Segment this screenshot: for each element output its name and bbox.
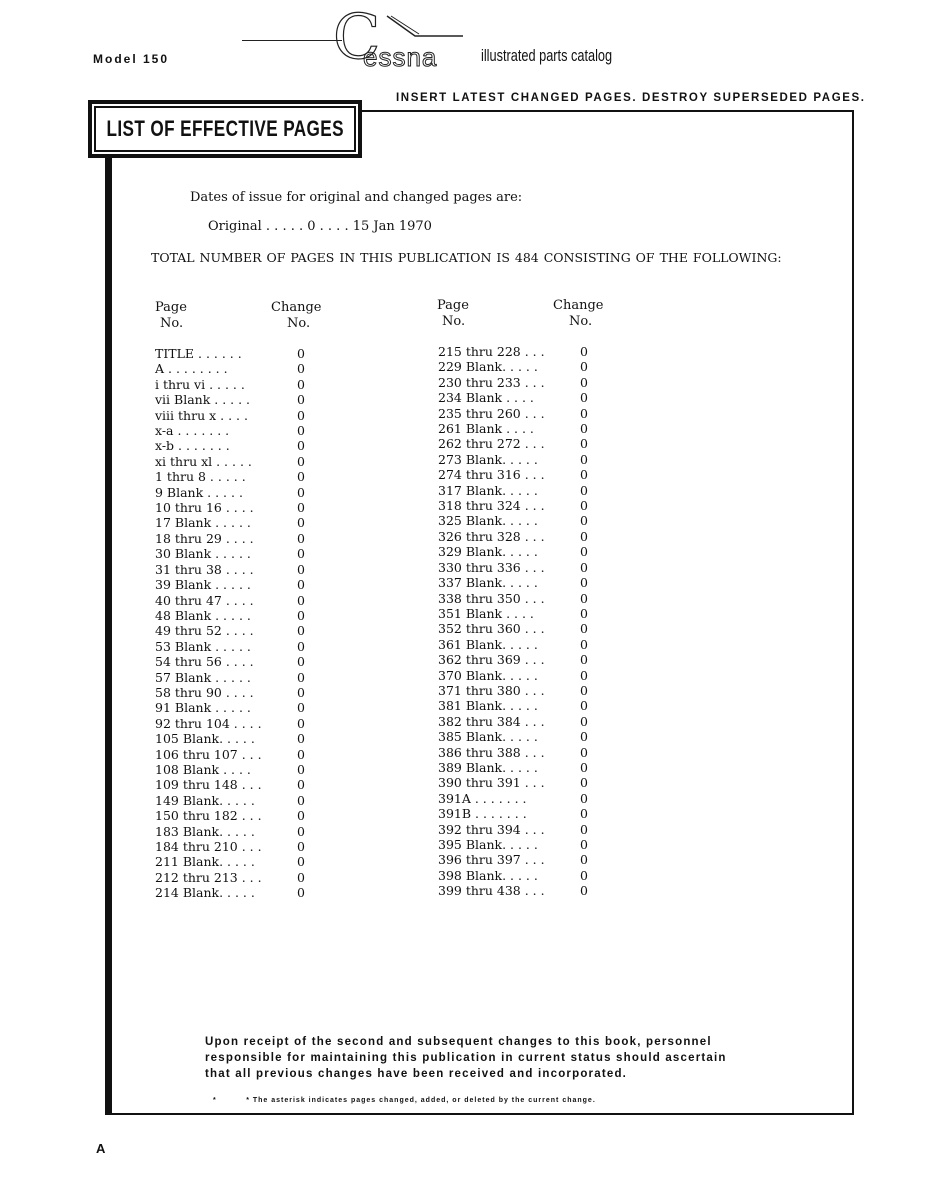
insert-notice: INSERT LATEST CHANGED PAGES. DESTROY SUPERSEDED PAGES.	[396, 92, 866, 104]
list-item	[155, 639, 305, 654]
list-item	[155, 808, 305, 823]
list-item	[438, 760, 588, 775]
change-number: 0	[297, 792, 305, 808]
page-range: x-a . . . . . . .	[155, 423, 230, 439]
change-number: 0	[580, 498, 588, 514]
page-range: 318 thru 324 . . .	[438, 498, 545, 514]
list-item	[438, 729, 588, 744]
change-number: 0	[580, 682, 588, 698]
change-number: 0	[297, 654, 305, 670]
change-number: 0	[297, 823, 305, 839]
list-item	[438, 652, 588, 667]
change-number: 0	[297, 746, 305, 762]
page-range: 105 Blank. . . . .	[155, 731, 255, 747]
page-range: 395 Blank. . . . .	[438, 837, 538, 852]
change-number: 0	[580, 636, 588, 652]
list-item	[155, 854, 305, 869]
list-item	[438, 529, 588, 544]
page-range: 391A . . . . . . .	[438, 790, 527, 806]
list-item	[155, 654, 305, 669]
list-item	[438, 359, 588, 374]
page-range: 273 Blank. . . . .	[438, 451, 538, 467]
page-range: 230 thru 233 . . .	[438, 374, 545, 390]
page-range: 330 thru 336 . . .	[438, 559, 545, 575]
page-range: 362 thru 369 . . .	[438, 652, 545, 668]
page-range: 326 thru 328 . . .	[438, 528, 545, 544]
notice-paragraph: Upon receipt of the second and subsequent changes to this book, personnel responsible for maintaining this publication in current status should ascertain that all previous changes have been received and incorporated.	[205, 1036, 727, 1080]
cessna-logo-text: essna	[363, 42, 438, 72]
left-change-header: Change No.	[271, 300, 322, 331]
cessna-logo-initial: C	[333, 0, 381, 73]
list-item	[438, 683, 588, 698]
list-item	[438, 775, 588, 790]
change-number: 0	[297, 607, 305, 623]
change-number: 0	[580, 405, 588, 421]
change-number: 0	[580, 744, 588, 760]
page-title: LIST OF EFFECTIVE PAGES	[106, 116, 344, 141]
page-range: 10 thru 16 . . . .	[155, 500, 254, 516]
page-range: 370 Blank. . . . .	[438, 667, 538, 683]
list-item	[438, 852, 588, 867]
change-number: 0	[580, 790, 588, 806]
page-range: 337 Blank. . . . .	[438, 575, 538, 591]
page-range: 390 thru 391 . . .	[438, 775, 545, 791]
change-number: 0	[297, 469, 305, 485]
list-item	[438, 498, 588, 513]
list-item	[155, 346, 305, 361]
page-range: 58 thru 90 . . . .	[155, 684, 254, 700]
change-number: 0	[580, 713, 588, 729]
page-range: 399 thru 438 . . .	[438, 883, 545, 899]
change-number: 0	[297, 700, 305, 716]
list-item	[155, 531, 305, 546]
list-item	[438, 806, 588, 821]
change-number: 0	[580, 775, 588, 791]
list-item	[155, 839, 305, 854]
list-item	[438, 560, 588, 575]
page-range: 351 Blank . . . .	[438, 605, 534, 621]
footnote-mark: *	[213, 1097, 217, 1104]
list-item	[438, 837, 588, 852]
change-number: 0	[580, 544, 588, 560]
change-number: 0	[580, 528, 588, 544]
list-item	[438, 344, 588, 359]
right-page-list	[438, 344, 588, 899]
change-number: 0	[297, 438, 305, 454]
change-number: 0	[297, 453, 305, 469]
change-number: 0	[580, 374, 588, 390]
change-number: 0	[297, 715, 305, 731]
page-range: 352 thru 360 . . .	[438, 621, 545, 637]
page-range: 235 thru 260 . . .	[438, 405, 545, 421]
list-item	[438, 390, 588, 405]
page-range: 57 Blank . . . . .	[155, 669, 251, 685]
change-number: 0	[297, 731, 305, 747]
change-number: 0	[297, 577, 305, 593]
list-item	[438, 668, 588, 683]
change-number: 0	[297, 638, 305, 654]
page-range: A . . . . . . . .	[155, 361, 228, 377]
list-item	[438, 714, 588, 729]
change-number: 0	[580, 390, 588, 406]
list-item	[438, 745, 588, 760]
list-item	[155, 408, 305, 423]
list-item	[155, 515, 305, 530]
list-item	[438, 421, 588, 436]
list-item	[438, 375, 588, 390]
change-number: 0	[297, 561, 305, 577]
list-item	[155, 469, 305, 484]
change-number: 0	[297, 392, 305, 408]
page-range: 396 thru 397 . . .	[438, 852, 545, 868]
change-number: 0	[580, 590, 588, 606]
list-item	[438, 621, 588, 636]
list-item	[155, 562, 305, 577]
change-number: 0	[580, 559, 588, 575]
page-range: 92 thru 104 . . . .	[155, 715, 262, 731]
page-range: 54 thru 56 . . . .	[155, 654, 254, 670]
change-number: 0	[297, 515, 305, 531]
page-range: 48 Blank . . . . .	[155, 607, 251, 623]
change-number: 0	[580, 451, 588, 467]
page-range: 109 thru 148 . . .	[155, 777, 262, 793]
list-item	[438, 483, 588, 498]
page-range: 150 thru 182 . . .	[155, 808, 262, 824]
list-item	[155, 716, 305, 731]
change-number: 0	[580, 575, 588, 591]
change-number: 0	[297, 839, 305, 854]
list-item	[438, 822, 588, 837]
change-number: 0	[580, 821, 588, 837]
page-range: 1 thru 8 . . . . .	[155, 469, 246, 485]
list-item	[155, 747, 305, 762]
change-number: 0	[580, 806, 588, 822]
change-number: 0	[297, 423, 305, 439]
page-range: 389 Blank. . . . .	[438, 759, 538, 775]
list-item	[438, 698, 588, 713]
change-number: 0	[297, 407, 305, 423]
page-range: 382 thru 384 . . .	[438, 713, 545, 729]
page-range: 212 thru 213 . . .	[155, 869, 262, 885]
page-range: i thru vi . . . . .	[155, 376, 245, 392]
title-box	[88, 100, 362, 158]
change-number: 0	[580, 729, 588, 745]
logo-swoosh-icon	[385, 14, 465, 40]
change-number: 0	[297, 669, 305, 685]
list-item	[155, 777, 305, 792]
page-range: 214 Blank. . . . .	[155, 885, 255, 901]
list-item	[438, 452, 588, 467]
page-range: 398 Blank. . . . .	[438, 867, 538, 883]
list-item	[438, 606, 588, 621]
list-item	[438, 436, 588, 451]
list-item	[438, 544, 588, 559]
change-number: 0	[580, 482, 588, 498]
change-number: 0	[580, 467, 588, 483]
change-number: 0	[580, 359, 588, 375]
left-page-list	[155, 346, 305, 901]
change-number: 0	[580, 667, 588, 683]
change-number: 0	[580, 621, 588, 637]
list-item	[155, 454, 305, 469]
page-range: 391B . . . . . . .	[438, 806, 527, 822]
change-number: 0	[297, 530, 305, 546]
page-range: 18 thru 29 . . . .	[155, 530, 254, 546]
list-item	[155, 762, 305, 777]
list-item	[155, 700, 305, 715]
list-item	[438, 791, 588, 806]
page-range: 53 Blank . . . . .	[155, 638, 251, 654]
page-range: TITLE . . . . . .	[155, 346, 242, 361]
list-item	[155, 423, 305, 438]
logo-rule	[242, 40, 342, 41]
page-range: 317 Blank. . . . .	[438, 482, 538, 498]
page-range: 17 Blank . . . . .	[155, 515, 251, 531]
list-item	[155, 670, 305, 685]
right-page-header: Page No.	[437, 298, 469, 329]
page-range: 183 Blank. . . . .	[155, 823, 255, 839]
list-item	[438, 513, 588, 528]
list-item	[438, 467, 588, 482]
right-change-header: Change No.	[553, 298, 604, 329]
list-item	[155, 392, 305, 407]
change-number: 0	[580, 421, 588, 437]
list-item	[155, 608, 305, 623]
list-item	[438, 868, 588, 883]
page-range: 261 Blank . . . .	[438, 421, 534, 437]
change-number: 0	[580, 698, 588, 714]
change-number: 0	[297, 346, 305, 361]
page-range: 215 thru 228 . . .	[438, 344, 545, 359]
page-range: 381 Blank. . . . .	[438, 698, 538, 714]
list-item	[438, 637, 588, 652]
change-number: 0	[297, 484, 305, 500]
change-number: 0	[580, 344, 588, 359]
change-number: 0	[580, 436, 588, 452]
change-number: 0	[580, 759, 588, 775]
list-item	[155, 870, 305, 885]
change-number: 0	[297, 808, 305, 824]
change-number: 0	[580, 605, 588, 621]
change-number: 0	[580, 867, 588, 883]
page-range: 229 Blank. . . . .	[438, 359, 538, 375]
list-item	[155, 361, 305, 376]
change-number: 0	[297, 869, 305, 885]
change-number: 0	[580, 883, 588, 899]
list-item	[438, 591, 588, 606]
list-item	[155, 623, 305, 638]
list-item	[155, 593, 305, 608]
page-range: 184 thru 210 . . .	[155, 839, 262, 854]
list-item	[155, 731, 305, 746]
page-range: xi thru xl . . . . .	[155, 453, 252, 469]
page-range: 149 Blank. . . . .	[155, 792, 255, 808]
list-item	[155, 546, 305, 561]
change-number: 0	[297, 376, 305, 392]
page-range: 9 Blank . . . . .	[155, 484, 243, 500]
page-range: 274 thru 316 . . .	[438, 467, 545, 483]
total-pages-line: TOTAL NUMBER OF PAGES IN THIS PUBLICATION IS 484 CONSISTING OF THE FOLLOWING:	[151, 250, 782, 265]
page-range: 371 thru 380 . . .	[438, 682, 545, 698]
page-range: x-b . . . . . . .	[155, 438, 230, 454]
page-range: 40 thru 47 . . . .	[155, 592, 254, 608]
list-item	[438, 406, 588, 421]
list-item	[155, 793, 305, 808]
list-item	[155, 824, 305, 839]
change-number: 0	[297, 623, 305, 639]
page-range: 49 thru 52 . . . .	[155, 623, 254, 639]
footnote-text: * The asterisk indicates pages changed, added, or deleted by the current change.	[246, 1097, 596, 1104]
page-range: 234 Blank . . . .	[438, 390, 534, 406]
left-page-header: Page No.	[155, 300, 187, 331]
page-range: 361 Blank. . . . .	[438, 636, 538, 652]
page-range: 392 thru 394 . . .	[438, 821, 545, 837]
list-item	[155, 685, 305, 700]
page-range: vii Blank . . . . .	[155, 392, 251, 408]
page-range: 30 Blank . . . . .	[155, 546, 251, 562]
page-range: 329 Blank. . . . .	[438, 544, 538, 560]
change-number: 0	[580, 852, 588, 868]
list-item	[155, 500, 305, 515]
page-range: 262 thru 272 . . .	[438, 436, 545, 452]
change-number: 0	[297, 546, 305, 562]
footnote	[213, 1097, 596, 1104]
change-number: 0	[580, 513, 588, 529]
dates-line: Dates of issue for original and changed pages are:	[190, 190, 523, 205]
change-number: 0	[297, 592, 305, 608]
page-range: 31 thru 38 . . . .	[155, 561, 254, 577]
list-item	[438, 883, 588, 898]
page-range: 39 Blank . . . . .	[155, 577, 251, 593]
page-code: A	[96, 1141, 106, 1156]
page-range: viii thru x . . . .	[155, 407, 248, 423]
list-item	[155, 577, 305, 592]
page-range: 106 thru 107 . . .	[155, 746, 262, 762]
page-range: 386 thru 388 . . .	[438, 744, 545, 760]
change-number: 0	[297, 885, 305, 901]
change-number: 0	[297, 854, 305, 870]
change-number: 0	[580, 837, 588, 852]
change-number: 0	[297, 761, 305, 777]
page-range: 385 Blank. . . . .	[438, 729, 538, 745]
change-number: 0	[580, 652, 588, 668]
page-range: 325 Blank. . . . .	[438, 513, 538, 529]
model-label: Model 150	[93, 52, 170, 66]
list-item	[155, 885, 305, 900]
list-item	[155, 438, 305, 453]
page-range: 338 thru 350 . . .	[438, 590, 545, 606]
page-range: 211 Blank. . . . .	[155, 854, 255, 870]
list-item	[155, 485, 305, 500]
page-range: 91 Blank . . . . .	[155, 700, 251, 716]
change-number: 0	[297, 361, 305, 377]
original-line: Original . . . . . 0 . . . . 15 Jan 1970	[208, 219, 432, 234]
page-range: 108 Blank . . . .	[155, 761, 251, 777]
list-item	[438, 575, 588, 590]
list-item	[155, 377, 305, 392]
catalog-title: illustrated parts catalog	[481, 46, 613, 65]
change-number: 0	[297, 777, 305, 793]
change-number: 0	[297, 684, 305, 700]
change-number: 0	[297, 500, 305, 516]
